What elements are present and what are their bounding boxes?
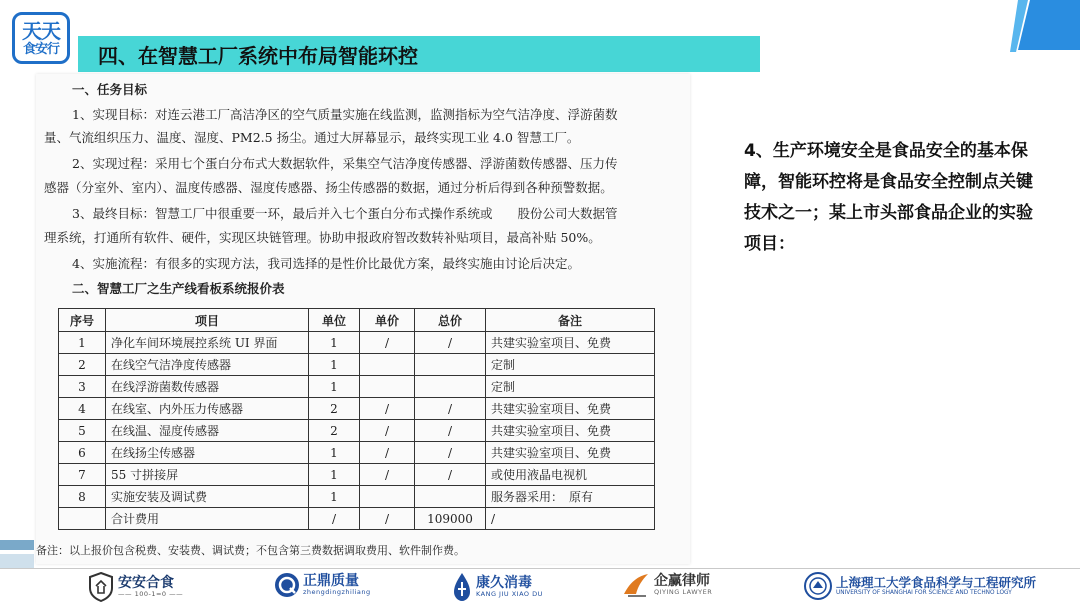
quality-q-icon bbox=[274, 572, 300, 598]
cell-item: 在线温、湿度传感器 bbox=[106, 420, 309, 442]
doc-paragraph: 4、实施流程：有很多的实现方法，我司选择的是性价比最优方案，最终实施由讨论后决定。 bbox=[72, 256, 580, 271]
cell-total: / bbox=[415, 442, 486, 464]
table-row bbox=[59, 376, 655, 398]
cell-unit: 1 bbox=[309, 486, 360, 508]
partner-logo-usst bbox=[804, 572, 1036, 600]
brand-logo-line2: 食安行 bbox=[22, 41, 59, 57]
table-row bbox=[59, 464, 655, 486]
cell-no: 2 bbox=[59, 354, 106, 376]
cell-total: / bbox=[415, 332, 486, 354]
cell-note: 或使用液晶电视机 bbox=[486, 464, 655, 486]
table-row bbox=[59, 398, 655, 420]
cell-price bbox=[360, 486, 415, 508]
footer-divider bbox=[0, 568, 1080, 569]
table-row bbox=[59, 332, 655, 354]
cell-note: 服务器采用： 原有 bbox=[486, 486, 655, 508]
cell-item: 在线空气洁净度传感器 bbox=[106, 354, 309, 376]
partner-footer bbox=[0, 570, 1080, 608]
partner-logo-zhengding bbox=[274, 572, 371, 598]
cell-item: 在线室、内外压力传感器 bbox=[106, 398, 309, 420]
university-seal-icon bbox=[804, 572, 832, 600]
drop-icon bbox=[452, 572, 472, 602]
cell-no: 7 bbox=[59, 464, 106, 486]
doc-paragraph: 2、实现过程：采用七个蛋白分布式大数据软件，采集空气洁净度传感器、浮游菌数传感器、压力传 bbox=[72, 156, 618, 171]
cell-note: 共建实验室项目、免费 bbox=[486, 442, 655, 464]
table-header-row bbox=[59, 309, 655, 332]
partner-sub: UNIVERSITY OF SHANGHAI FOR SCIENCE AND TECHNO LOGY bbox=[836, 589, 1012, 596]
cell-unit: 1 bbox=[309, 464, 360, 486]
header-unit: 单位 bbox=[309, 309, 360, 332]
table-total-row bbox=[59, 508, 655, 530]
cell-no bbox=[59, 508, 106, 530]
cell-unit: / bbox=[309, 508, 360, 530]
cell-unit: 1 bbox=[309, 442, 360, 464]
cell-unit: 1 bbox=[309, 376, 360, 398]
cell-price: / bbox=[360, 332, 415, 354]
partner-sub: zhengdingzhiliang bbox=[303, 587, 371, 596]
header-note: 备注 bbox=[486, 309, 655, 332]
slide-title: 四、在智慧工厂系统中布局智能环控 bbox=[78, 36, 760, 72]
cell-price: / bbox=[360, 442, 415, 464]
cell-item: 55 寸拼接屏 bbox=[106, 464, 309, 486]
side-statement: 4、生产环境安全是食品安全的基本保障，智能环控将是食品安全控制点关键技术之一；某上市头部食品企业的实验项目： bbox=[744, 141, 1033, 254]
partner-logo-qiying bbox=[622, 572, 712, 598]
table-note: 备注：以上报价包含税费、安装费、调试费；不包含第三费数据调取费用、软件制作费。 bbox=[36, 544, 465, 557]
cell-total bbox=[415, 486, 486, 508]
partner-logo-anan bbox=[88, 572, 183, 602]
doc-paragraph: 量、气流组织压力、温度、湿度、PM2.5 扬尘。通过大屏幕显示，最终实现工业 4.0 智慧工厂。 bbox=[44, 130, 580, 145]
partner-logo-kangjiu bbox=[452, 572, 543, 602]
header-price: 单价 bbox=[360, 309, 415, 332]
wing-icon bbox=[622, 572, 650, 598]
partner-sub: KANG JIU XIAO DU bbox=[476, 589, 543, 598]
corner-decoration bbox=[1010, 0, 1080, 60]
cell-item: 实施安装及调试费 bbox=[106, 486, 309, 508]
cell-total: / bbox=[415, 420, 486, 442]
cell-price: / bbox=[360, 464, 415, 486]
cell-no: 3 bbox=[59, 376, 106, 398]
partner-sub: QIYING LAWYER bbox=[654, 587, 713, 596]
doc-paragraph: 感器（分室外、室内）、温度传感器、湿度传感器、扬尘传感器的数据，通过分析后得到各种预警数据。 bbox=[44, 180, 613, 195]
partner-name: 安安合食 bbox=[118, 575, 174, 592]
cell-total bbox=[415, 376, 486, 398]
cell-note: / bbox=[486, 508, 655, 530]
cell-total: / bbox=[415, 464, 486, 486]
cell-no: 8 bbox=[59, 486, 106, 508]
doc-paragraph: 理系统，打通所有软件、硬件，实现区块链管理。协助申报政府智改数转补贴项目，最高补贴 50%。 bbox=[44, 230, 601, 245]
cell-price: / bbox=[360, 420, 415, 442]
cell-total: / bbox=[415, 398, 486, 420]
cell-item: 合计费用 bbox=[106, 508, 309, 530]
table-row bbox=[59, 442, 655, 464]
cell-note: 定制 bbox=[486, 376, 655, 398]
left-decoration bbox=[0, 540, 34, 568]
cell-no: 5 bbox=[59, 420, 106, 442]
section-heading-task: 一、任务目标 bbox=[72, 82, 148, 97]
cell-item: 在线浮游菌数传感器 bbox=[106, 376, 309, 398]
brand-logo-line1: 天天 bbox=[22, 18, 60, 43]
header-total: 总价 bbox=[415, 309, 486, 332]
table-row bbox=[59, 486, 655, 508]
cell-note: 定制 bbox=[486, 354, 655, 376]
cell-no: 4 bbox=[59, 398, 106, 420]
cell-note: 共建实验室项目、免费 bbox=[486, 420, 655, 442]
section-heading-quote: 二、智慧工厂之生产线看板系统报价表 bbox=[72, 281, 285, 296]
cell-note: 共建实验室项目、免费 bbox=[486, 332, 655, 354]
partner-name: 企赢律师 bbox=[654, 573, 710, 590]
cell-price: / bbox=[360, 398, 415, 420]
cell-price bbox=[360, 376, 415, 398]
cell-price: / bbox=[360, 508, 415, 530]
shield-icon bbox=[88, 572, 114, 602]
cell-note: 共建实验室项目、免费 bbox=[486, 398, 655, 420]
cell-total bbox=[415, 354, 486, 376]
header-no: 序号 bbox=[59, 309, 106, 332]
header-item: 项目 bbox=[106, 309, 309, 332]
cell-unit: 2 bbox=[309, 420, 360, 442]
cell-unit: 2 bbox=[309, 398, 360, 420]
doc-paragraph: 3、最终目标：智慧工厂中很重要一环，最后并入七个蛋白分布式操作系统或 股份公司大数据管 bbox=[72, 206, 618, 221]
cell-no: 1 bbox=[59, 332, 106, 354]
partner-name: 正鼎质量 bbox=[303, 573, 359, 590]
quotation-document bbox=[36, 74, 690, 564]
brand-logo bbox=[12, 12, 70, 64]
partner-name: 康久消毒 bbox=[476, 575, 532, 592]
cell-unit: 1 bbox=[309, 354, 360, 376]
cell-item: 在线扬尘传感器 bbox=[106, 442, 309, 464]
cell-price bbox=[360, 354, 415, 376]
table-row bbox=[59, 354, 655, 376]
cell-item: 净化车间环境展控系统 UI 界面 bbox=[106, 332, 309, 354]
table-row bbox=[59, 420, 655, 442]
cell-no: 6 bbox=[59, 442, 106, 464]
doc-paragraph: 1、实现目标：对连云港工厂高洁净区的空气质量实施在线监测，监测指标为空气洁净度、浮游菌数 bbox=[72, 107, 618, 122]
price-table bbox=[58, 308, 655, 530]
cell-unit: 1 bbox=[309, 332, 360, 354]
partner-sub: —— 100-1=0 —— bbox=[118, 589, 184, 598]
partner-name: 上海理工大学食品科学与工程研究所 bbox=[836, 575, 1037, 591]
cell-total: 109000 bbox=[415, 508, 486, 530]
